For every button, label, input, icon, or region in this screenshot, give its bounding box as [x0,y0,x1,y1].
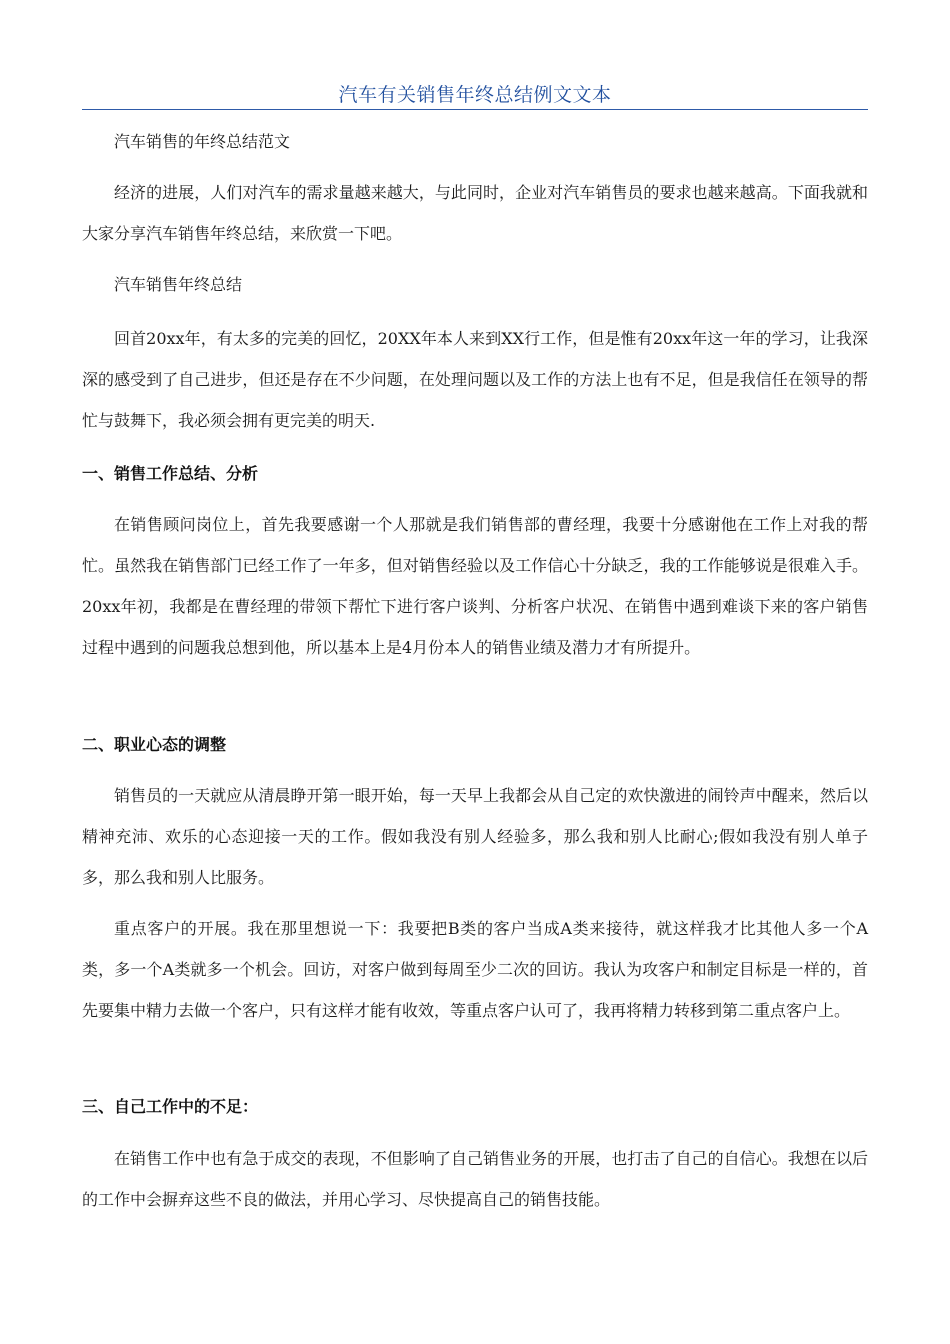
header-title: 汽车有关销售年终总结例文文本 [338,84,612,106]
opening-paragraph: 回首20xx年，有太多的完美的回忆，20XX年本人来到XX行工作，但是惟有20xx年这一年的学习，让我深深的感受到了自己进步，但还是存在不少问题，在处理问题以及工作的方法上也有不足，但是我信任在领导的帮忙与鼓舞下，我必须会拥有更完美的明天. [82,329,868,430]
section-2-paragraph-1: 销售员的一天就应从清晨睁开第一眼开始，每一天早上我都会从自己定的欢快激进的闹铃声中醒来，然后以精神充沛、欢乐的心态迎接一天的工作。假如我没有别人经验多，那么我和别人比耐心;假如我没有别人单子多，那么我和别人比服务。 [82,786,868,887]
intro-paragraph: 经济的进展，人们对汽车的需求量越来越大，与此同时，企业对汽车销售员的要求也越来越高。下面我就和大家分享汽车销售年终总结，来欣赏一下吧。 [82,183,868,243]
section-title: 汽车销售年终总结 [114,275,243,294]
section-2-paragraph-2: 重点客户的开展。我在那里想说一下：我要把B类的客户当成A类来接待，就这样我才比其他人多一个A类，多一个A类就多一个机会。回访，对客户做到每周至少二次的回访。我认为攻客户和制定目标是一样的，首先要集中精力去做一个客户，只有这样才能有收效，等重点客户认可了，我再将精力转移到第二重点客户上。 [82,919,868,1020]
header-divider [82,109,868,110]
document-subtitle: 汽车销售的年终总结范文 [114,132,291,151]
section-1-paragraph-1: 在销售顾问岗位上，首先我要感谢一个人那就是我们销售部的曹经理，我要十分感谢他在工作上对我的帮忙。虽然我在销售部门已经工作了一年多，但对销售经验以及工作信心十分缺乏，我的工作能够说是很难入手。20xx年初，我都是在曹经理的带领下帮忙下进行客户谈判、分析客户状况、在销售中遇到难谈下来的客户销售过程中遇到的问题我总想到他，所以基本上是4月份本人的销售业绩及潜力才有所提升。 [82,515,868,657]
section-heading-2: 二、职业心态的调整 [82,735,227,754]
section-heading-3: 三、自己工作中的不足： [82,1097,259,1116]
section-heading-1: 一、销售工作总结、分析 [82,464,259,483]
section-3-paragraph-1: 在销售工作中也有急于成交的表现，不但影响了自己销售业务的开展，也打击了自己的自信心。我想在以后的工作中会摒弃这些不良的做法，并用心学习、尽快提高自己的销售技能。 [82,1149,868,1209]
